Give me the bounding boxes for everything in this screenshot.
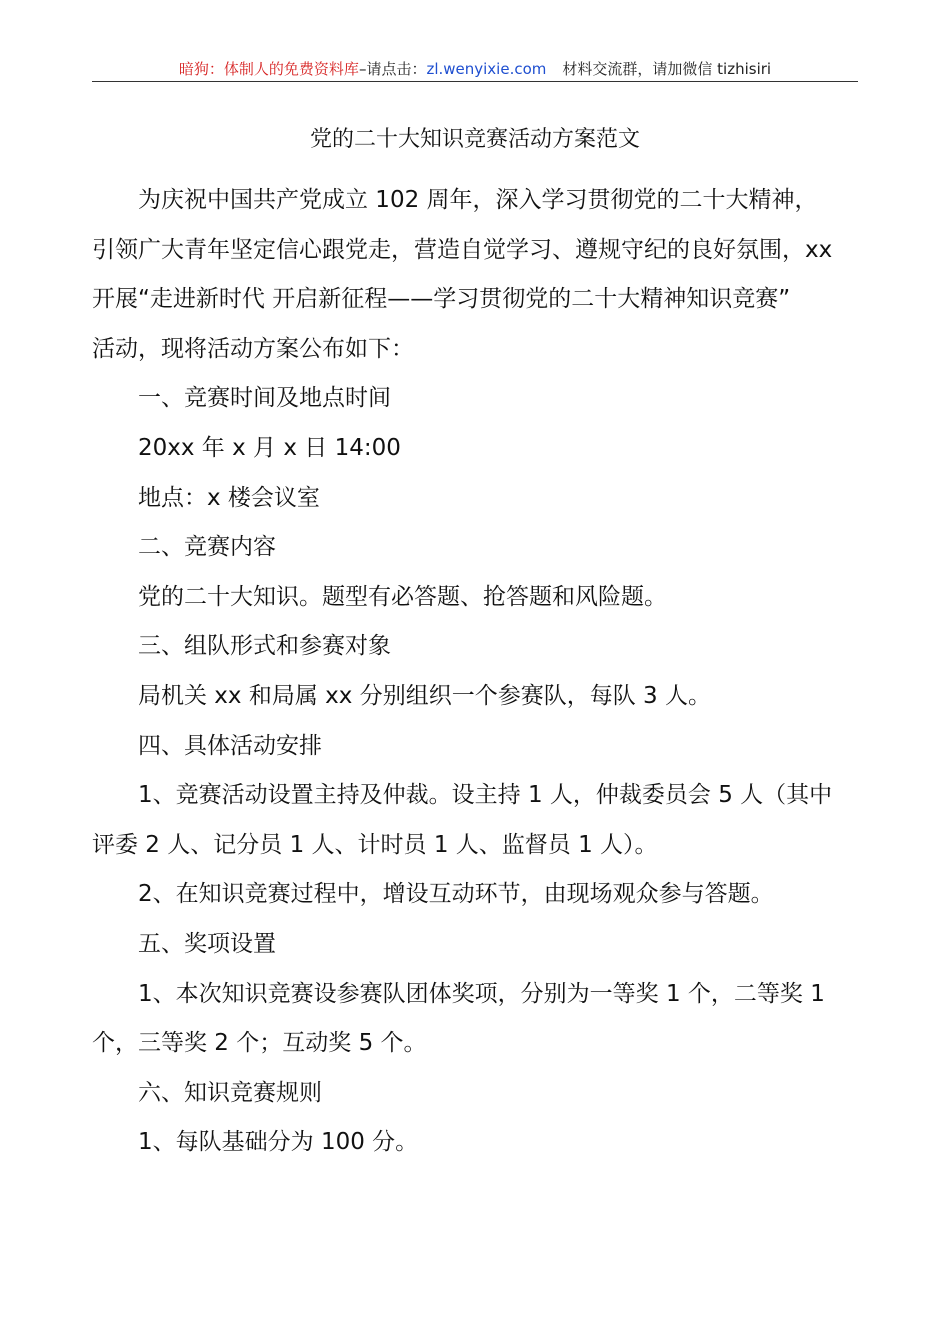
header-prompt: –请点击：: [358, 60, 427, 78]
section-heading: 六、知识竞赛规则: [138, 1079, 322, 1106]
paragraph-line: 1、竞赛活动设置主持及仲裁。设主持 1 人，仲裁委员会 5 人（其中: [138, 782, 833, 809]
paragraph-line: 地点：x 楼会议室: [138, 484, 320, 511]
document-title: 党的二十大知识竞赛活动方案范文: [309, 127, 640, 152]
paragraph-line: 个，三等奖 2 个；互动奖 5 个。: [92, 1030, 427, 1057]
section-heading: 二、竞赛内容: [138, 534, 276, 561]
section-heading: 四、具体活动安排: [138, 732, 322, 759]
paragraph-line: 为庆祝中国共产党成立 102 周年，深入学习贯彻党的二十大精神，: [138, 187, 818, 213]
paragraph-line: 评委 2 人、记分员 1 人、计时员 1 人、监督员 1 人）。: [92, 831, 658, 858]
section-heading: 三、组队形式和参赛对象: [138, 633, 391, 660]
paragraph-line: 党的二十大知识。题型有必答题、抢答题和风险题。: [138, 583, 667, 610]
header-brand: 暗狗：体制人的免费资料库: [178, 60, 359, 78]
paragraph-line: 局机关 xx 和局属 xx 分别组织一个参赛队，每队 3 人。: [138, 682, 711, 709]
header-link[interactable]: zl.wenyixie.com: [426, 60, 547, 78]
paragraph-line: 1、每队基础分为 100 分。: [138, 1129, 419, 1156]
paragraph-line: 活动，现将活动方案公布如下：: [92, 335, 414, 362]
section-heading: 五、奖项设置: [138, 930, 276, 957]
header-group-info: 材料交流群，请加微信 tizhisiri: [562, 60, 772, 78]
paragraph-line: 开展“走进新时代 开启新征程——学习贯彻党的二十大精神知识竞赛”: [92, 286, 791, 313]
page-header: [92, 58, 858, 80]
document-body: [92, 176, 858, 1168]
paragraph-line: 20xx 年 x 月 x 日 14:00: [138, 434, 401, 461]
paragraph-line: 2、在知识竞赛过程中，增设互动环节，由现场观众参与答题。: [138, 881, 774, 908]
section-heading: 一、竞赛时间及地点时间: [138, 385, 391, 412]
paragraph-line: 引领广大青年坚定信心跟党走，营造自觉学习、遵规守纪的良好氛围，xx: [92, 236, 833, 263]
header-divider: [92, 81, 858, 82]
paragraph-line: 1、本次知识竞赛设参赛队团体奖项，分别为一等奖 1 个，二等奖 1: [138, 980, 825, 1007]
